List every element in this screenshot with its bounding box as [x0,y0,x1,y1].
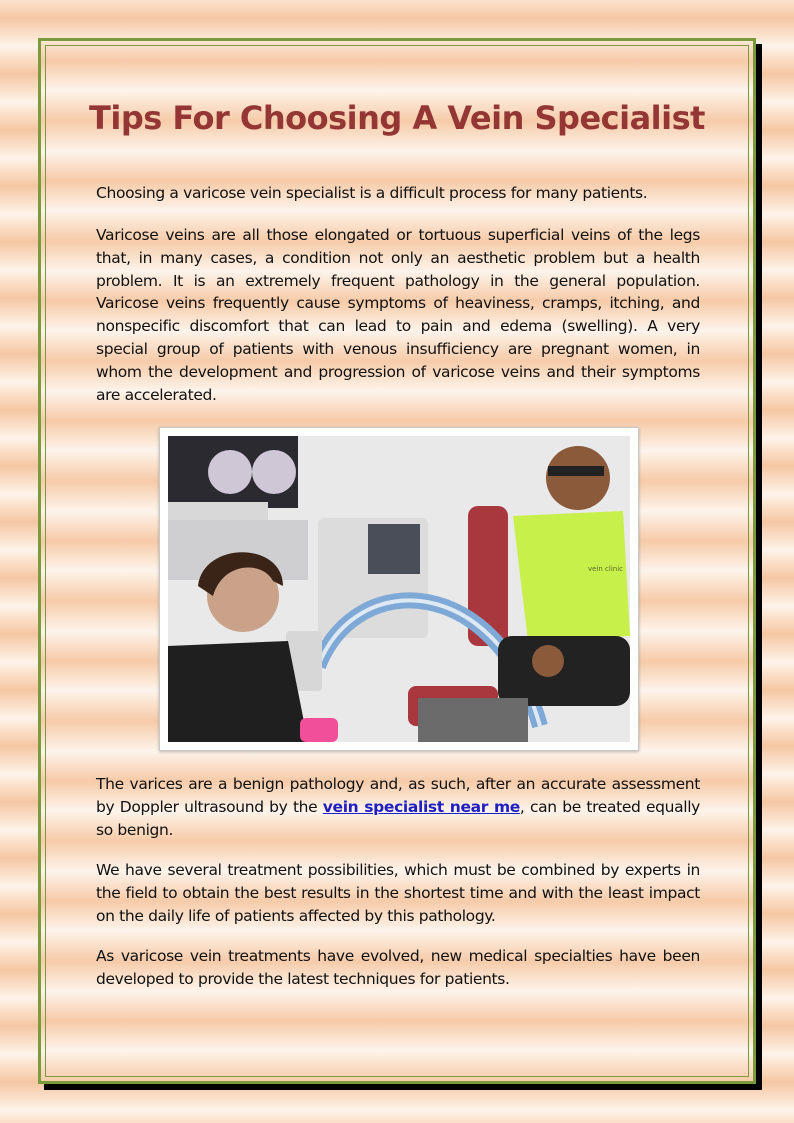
specialties-paragraph: As varicose vein treatments have evolved, new medical specialties have been developed to provide the latest techniques for patients. [96,947,700,988]
vein-specialist-link[interactable]: vein specialist near me [322,797,520,816]
treatment-paragraph: We have several treatment possibilities, which must be combined by experts in the field to obtain the best results in the shortest time and with the least impact on the daily life of patients affected by this pathology. [96,861,700,925]
varices-paragraph [96,773,700,841]
page-title: Tips For Choosing A Vein Specialist [89,99,705,137]
intro-paragraph: Choosing a varicose vein specialist is a difficult process for many patients. [96,184,648,202]
page-frame [38,38,756,1084]
varices-text-before: The varices are a benign pathology and, as such, after an accurate assessment by Doppler ultrasound by the [96,775,700,816]
varicose-description-paragraph: Varicose veins are all those elongated or tortuous superficial veins of the legs that, in many cases, a condition not only an aesthetic problem but a health problem. It is an extremely frequent pathology in the general population. Varicose veins frequently cause symptoms of heaviness, cramps, itching, and nonspecific discomfort that can lead to pain and edema (swelling). A very special group of patients with venous insufficiency are pregnant women, in whom the development and progression of varicose veins and their symptoms are accelerated. [96,226,700,404]
svg-text:vein clinic: vein clinic [588,565,624,573]
varices-text-after: , can be treated equally so benign. [96,797,700,839]
clinic-photo [159,427,639,751]
clinic-photo-illustration [168,436,630,742]
